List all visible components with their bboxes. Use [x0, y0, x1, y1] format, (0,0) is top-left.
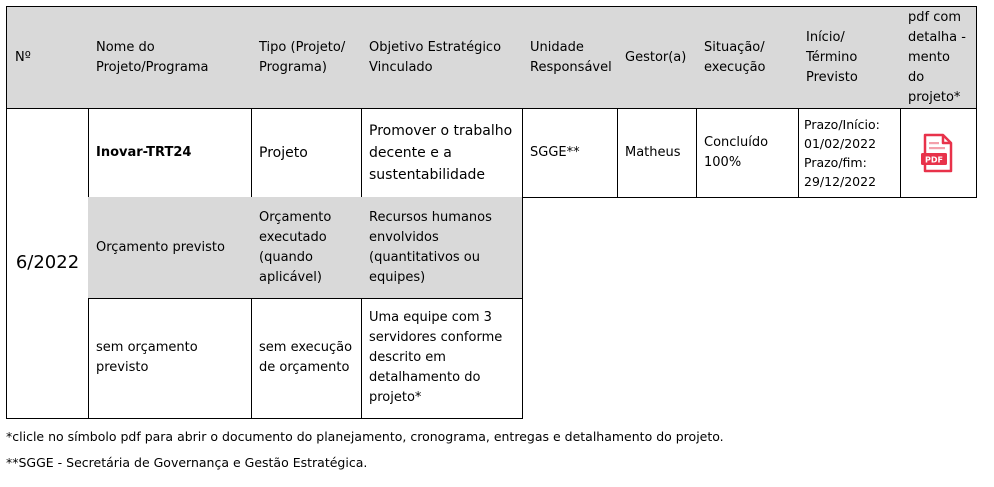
manager: Matheus	[617, 108, 697, 198]
header-tipo: Tipo (Projeto/ Programa)	[251, 6, 362, 109]
value-orcamento-executado: sem execução de orçamento	[251, 298, 362, 419]
header-gestor: Gestor(a)	[617, 6, 697, 109]
subheader-orcamento-previsto: Orçamento previsto	[88, 197, 252, 299]
header-inicio: Início/ Término Previsto	[798, 6, 901, 109]
header-objetivo: Objetivo Estratégico Vinculado	[361, 6, 523, 109]
header-pdf: pdf com detalha - mento do projeto*	[900, 6, 977, 109]
project-type: Projeto	[251, 108, 362, 198]
header-unidade: Unidade Responsável	[522, 6, 618, 109]
header-numero: Nº	[6, 6, 89, 109]
value-recursos-humanos: Uma equipe com 3 servidores conforme descrito em detalhamento do projeto*	[361, 298, 523, 419]
value-orcamento-previsto: sem orçamento previsto	[88, 298, 252, 419]
pdf-file-icon[interactable]	[921, 133, 955, 173]
pdf-cell[interactable]	[900, 108, 977, 198]
pdf-icon-label: PDF	[925, 155, 943, 164]
responsible-unit: SGGE**	[522, 108, 618, 198]
subheader-recursos-humanos: Recursos humanos envolvidos (quantitativos ou equipes)	[361, 197, 523, 299]
project-name: Inovar-TRT24	[88, 108, 252, 198]
header-situacao: Situação/ execução	[696, 6, 799, 109]
schedule-dates: Prazo/Início: 01/02/2022 Prazo/fim: 29/12/2022	[798, 108, 901, 198]
execution-status: Concluído 100%	[696, 108, 799, 198]
footnote-pdf: *clicle no símbolo pdf para abrir o documento do planejamento, cronograma, entregas e detalhamento do projeto.	[6, 429, 724, 444]
header-nome: Nome do Projeto/Programa	[88, 6, 252, 109]
subheader-orcamento-executado: Orçamento executado (quando aplicável)	[251, 197, 362, 299]
project-number: 6/2022	[6, 108, 89, 419]
footnote-sgge: **SGGE - Secretária de Governança e Gestão Estratégica.	[6, 455, 368, 470]
strategic-objective: Promover o trabalho decente e a sustentabilidade	[361, 108, 523, 198]
